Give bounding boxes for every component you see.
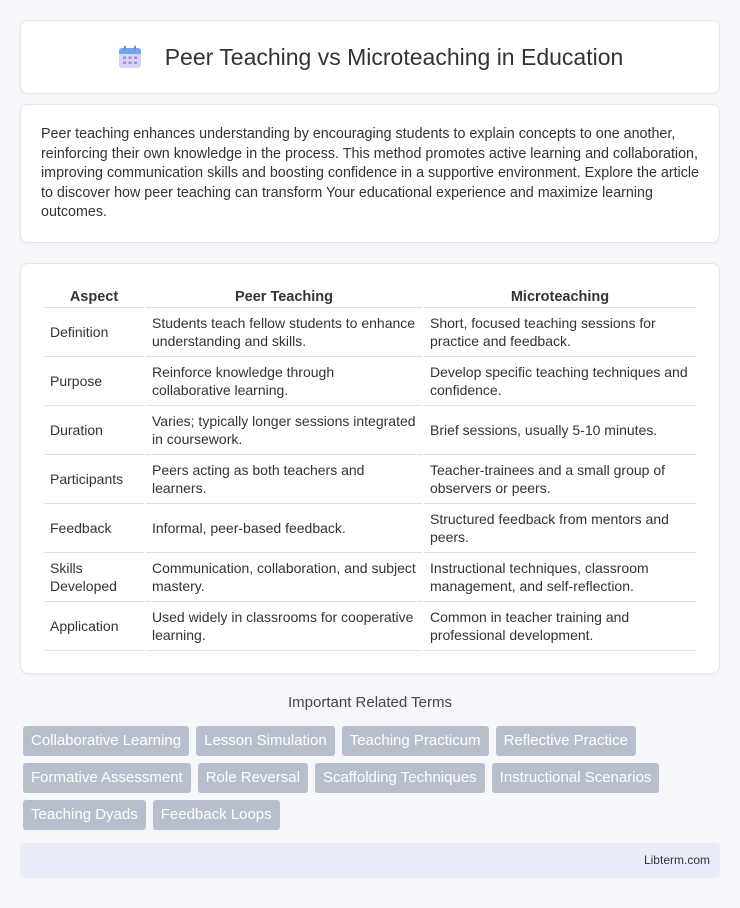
related-terms-list	[23, 726, 723, 830]
peer-teaching-cell: Used widely in classrooms for cooperative learning.	[146, 602, 422, 651]
peer-teaching-cell: Varies; typically longer sessions integrated in coursework.	[146, 406, 422, 455]
microteaching-cell: Instructional techniques, classroom management, and self-reflection.	[424, 553, 696, 602]
aspect-cell: Definition	[44, 308, 144, 357]
peer-teaching-cell: Peers acting as both teachers and learners.	[146, 455, 422, 504]
peer-teaching-cell: Communication, collaboration, and subject mastery.	[146, 553, 422, 602]
comparison-table-card	[20, 263, 720, 674]
related-term-tag[interactable]: Collaborative Learning	[23, 726, 189, 756]
related-term-tag[interactable]: Role Reversal	[198, 763, 308, 793]
aspect-cell: Feedback	[44, 504, 144, 553]
microteaching-cell: Common in teacher training and professional development.	[424, 602, 696, 651]
intro-paragraph: Peer teaching enhances understanding by encouraging students to explain concepts to one another, reinforcing their own knowledge in the process. This method promotes active learning and collaboration, improving communication skills and boosting confidence in a supportive environment. Explore the article to discover how peer teaching can transform Your educational experience and maximize learning outcomes.	[41, 126, 699, 221]
table-row	[44, 455, 696, 504]
aspect-cell: Participants	[44, 455, 144, 504]
related-term-tag[interactable]: Feedback Loops	[153, 800, 280, 830]
peer-teaching-cell: Students teach fellow students to enhance understanding and skills.	[146, 308, 422, 357]
aspect-cell: Skills Developed	[44, 553, 144, 602]
column-header-peer-teaching: Peer Teaching	[146, 284, 422, 308]
comparison-table	[42, 284, 698, 651]
related-term-tag[interactable]: Instructional Scenarios	[492, 763, 660, 793]
table-row	[44, 357, 696, 406]
aspect-cell: Duration	[44, 406, 144, 455]
related-terms-heading: Important Related Terms	[288, 694, 452, 711]
column-header-aspect: Aspect	[44, 284, 144, 308]
related-term-tag[interactable]: Formative Assessment	[23, 763, 191, 793]
page-title: Peer Teaching vs Microteaching in Education	[164, 43, 624, 70]
microteaching-cell: Short, focused teaching sessions for practice and feedback.	[424, 308, 696, 357]
table-row	[44, 504, 696, 553]
related-term-tag[interactable]: Teaching Dyads	[23, 800, 146, 830]
microteaching-cell: Teacher-trainees and a small group of observers or peers.	[424, 455, 696, 504]
column-header-microteaching: Microteaching	[424, 284, 696, 308]
calendar-icon	[117, 44, 143, 70]
microteaching-cell: Brief sessions, usually 5-10 minutes.	[424, 406, 696, 455]
table-row	[44, 308, 696, 357]
table-row	[44, 553, 696, 602]
header-card	[20, 20, 720, 94]
peer-teaching-cell: Reinforce knowledge through collaborative learning.	[146, 357, 422, 406]
footer	[20, 843, 720, 878]
peer-teaching-cell: Informal, peer-based feedback.	[146, 504, 422, 553]
table-row	[44, 602, 696, 651]
related-term-tag[interactable]: Teaching Practicum	[342, 726, 489, 756]
microteaching-cell: Structured feedback from mentors and peers.	[424, 504, 696, 553]
related-term-tag[interactable]: Reflective Practice	[496, 726, 636, 756]
aspect-cell: Purpose	[44, 357, 144, 406]
footer-site-link[interactable]: Libterm.com	[643, 853, 710, 867]
related-term-tag[interactable]: Lesson Simulation	[196, 726, 335, 756]
table-row	[44, 406, 696, 455]
aspect-cell: Application	[44, 602, 144, 651]
related-term-tag[interactable]: Scaffolding Techniques	[315, 763, 485, 793]
intro-card	[20, 104, 720, 243]
table-header-row	[44, 284, 696, 308]
microteaching-cell: Develop specific teaching techniques and confidence.	[424, 357, 696, 406]
